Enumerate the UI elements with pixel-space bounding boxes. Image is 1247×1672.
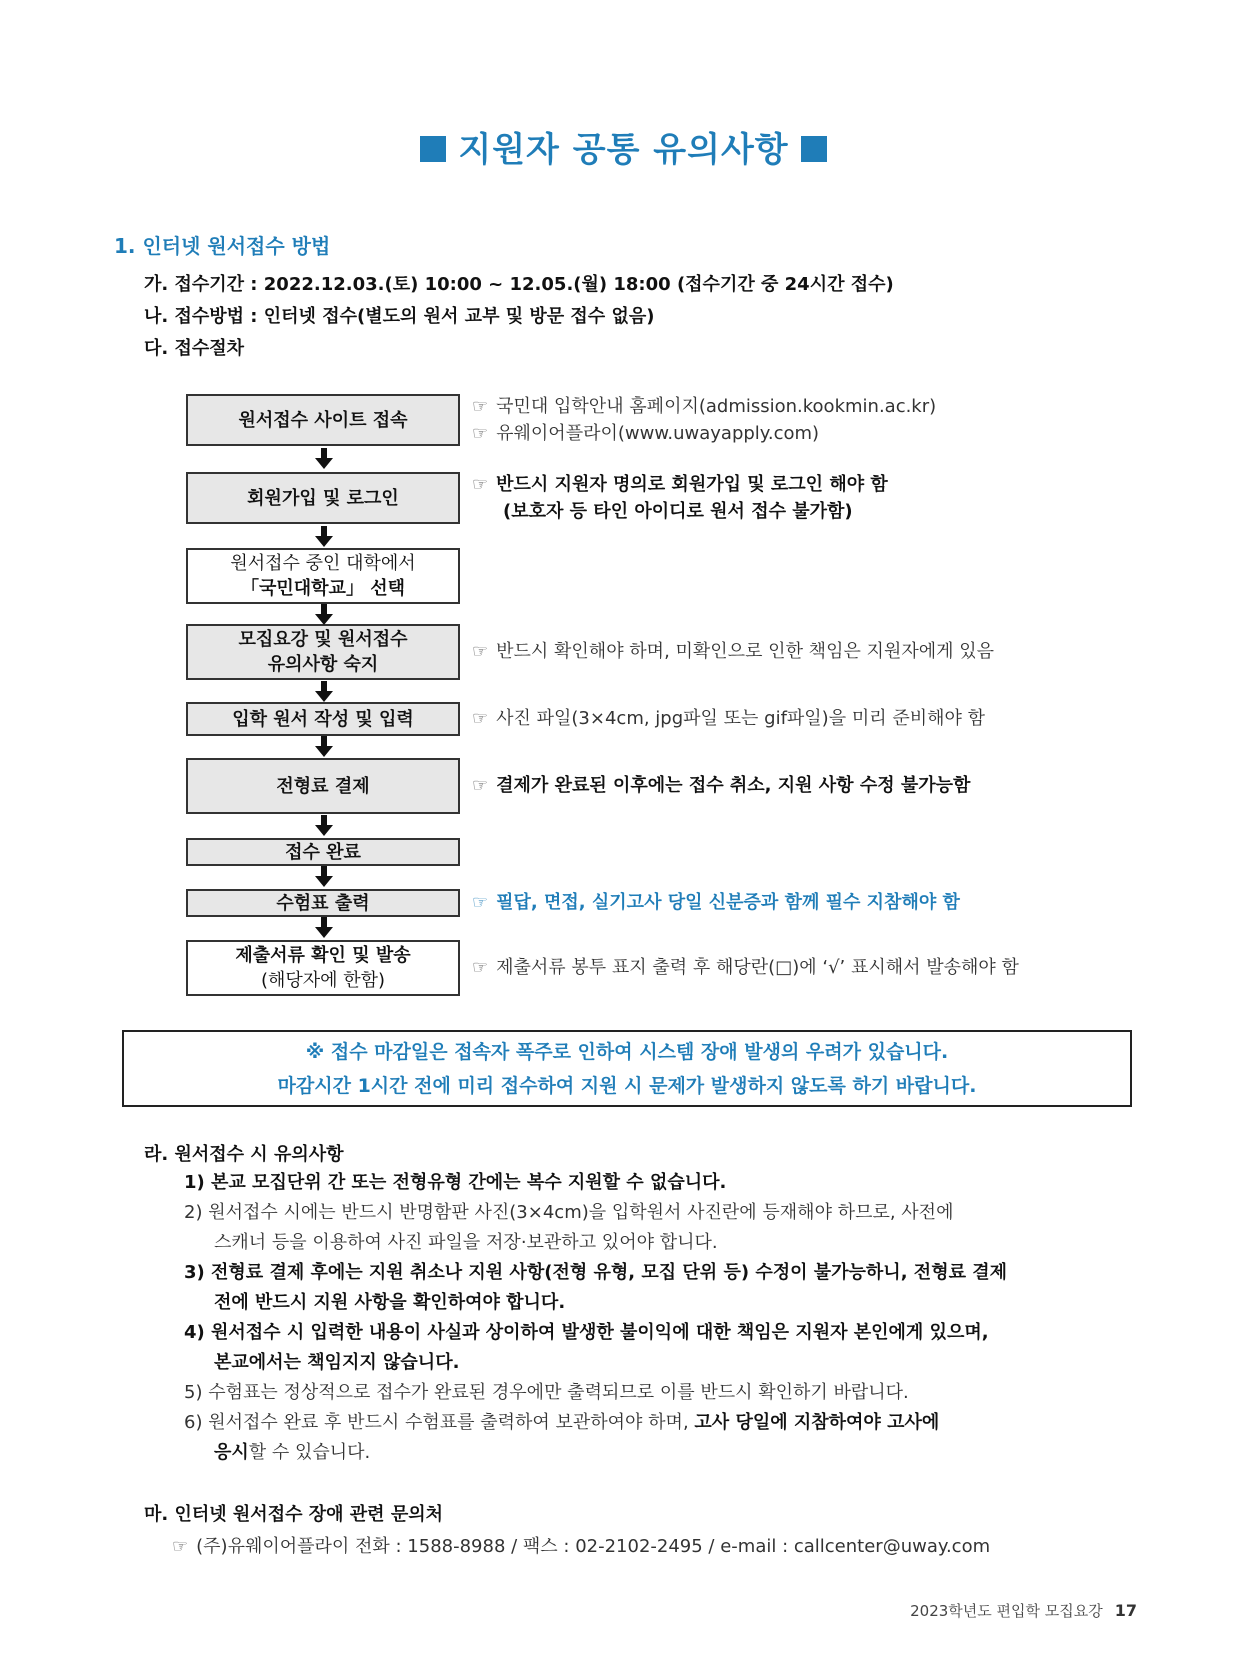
note-photo-file: ☞ 사진 파일(3×4cm, jpg파일 또는 gif파일)을 미리 준비해야 함 xyxy=(472,708,985,729)
note-read-guidelines: ☞ 반드시 확인해야 하며, 미확인으로 인한 책임은 지원자에게 있음 xyxy=(472,641,994,662)
note-print-ticket: ☞ 필답, 면접, 실기고사 당일 신분증과 함께 필수 지참해야 함 xyxy=(472,892,960,913)
pointing-hand-icon: ☞ xyxy=(472,957,489,978)
list-item: 1) 본교 모집단위 간 또는 전형유형 간에는 복수 지원할 수 없습니다. xyxy=(184,1172,727,1193)
flow-step-print-ticket: 수험표 출력 xyxy=(186,889,460,917)
pointing-hand-icon: ☞ xyxy=(472,423,489,444)
pointing-hand-icon: ☞ xyxy=(472,892,489,913)
note-submit-documents: ☞ 제출서류 봉투 표지 출력 후 해당란(□)에 ‘√’ 표시해서 발송해야 함 xyxy=(472,957,1019,978)
flow-step-fill-application: 입학 원서 작성 및 입력 xyxy=(186,702,460,736)
list-item: 4) 원서접수 시 입력한 내용이 사실과 상이하여 발생한 불이익에 대한 책임은 지원자 본인에게 있으며, xyxy=(184,1322,989,1343)
list-item: 2) 원서접수 시에는 반드시 반명함판 사진(3×4cm)을 입학원서 사진란에 등재해야 하므로, 사전에 xyxy=(184,1202,954,1223)
application-period: 가. 접수기간 : 2022.12.03.(토) 10:00 ~ 12.05.(월) 18:00 (접수기간 중 24시간 접수) xyxy=(144,274,894,295)
page-title: 지원자 공통 유의사항 xyxy=(0,122,1247,171)
pointing-hand-icon: ☞ xyxy=(172,1536,189,1557)
flow-step-complete: 접수 완료 xyxy=(186,838,460,866)
down-arrow-icon xyxy=(312,448,336,470)
list-item: 3) 전형료 결제 후에는 지원 취소나 지원 사항(전형 유형, 모집 단위 등) 수정이 불가능하니, 전형료 결제 xyxy=(184,1262,1008,1283)
page-footer: 2023학년도 편입학 모집요강 17 xyxy=(910,1601,1137,1620)
note-payment: ☞ 결제가 완료된 이후에는 접수 취소, 지원 사항 수정 불가능함 xyxy=(472,775,971,796)
down-arrow-icon xyxy=(312,526,336,548)
down-arrow-icon xyxy=(312,604,336,626)
flow-step-payment: 전형료 결제 xyxy=(186,758,460,814)
application-procedure-label: 다. 접수절차 xyxy=(144,338,245,359)
flow-step-select-university: 원서접수 중인 대학에서 「국민대학교」 선택 xyxy=(186,548,460,604)
square-bullet-icon xyxy=(801,136,827,162)
note-site-access: ☞ 국민대 입학안내 홈페이지(admission.kookmin.ac.kr) ☞ 유웨이어플라이(www.uwayapply.com) xyxy=(472,396,937,444)
list-item: 5) 수험표는 정상적으로 접수가 완료된 경우에만 출력되므로 이를 반드시 확인하기 바랍니다. xyxy=(184,1382,909,1403)
pointing-hand-icon: ☞ xyxy=(472,641,489,662)
pointing-hand-icon: ☞ xyxy=(472,396,489,417)
page-number: 17 xyxy=(1114,1601,1137,1620)
list-item: 6) 원서접수 완료 후 반드시 수험표를 출력하여 보관하여야 하며, 고사 당일에 지참하여야 고사에 xyxy=(184,1412,940,1433)
pointing-hand-icon: ☞ xyxy=(472,775,489,796)
flow-step-site-access: 원서접수 사이트 접속 xyxy=(186,394,460,446)
square-bullet-icon xyxy=(420,136,446,162)
list-item-continued: 본교에서는 책임지지 않습니다. xyxy=(214,1352,460,1373)
note-signup-login: ☞ 반드시 지원자 명의로 회원가입 및 로그인 해야 함 (보호자 등 타인 아이디로 원서 접수 불가함) xyxy=(472,474,888,522)
down-arrow-icon xyxy=(312,917,336,939)
flow-step-submit-documents: 제출서류 확인 및 발송 (해당자에 한함) xyxy=(186,940,460,996)
flow-step-signup-login: 회원가입 및 로그인 xyxy=(186,472,460,524)
flow-step-read-guidelines: 모집요강 및 원서접수 유의사항 숙지 xyxy=(186,624,460,680)
down-arrow-icon xyxy=(312,736,336,758)
down-arrow-icon xyxy=(312,815,336,837)
section-heading: 1. 인터넷 원서접수 방법 xyxy=(114,234,331,258)
deadline-warning-box: ※ 접수 마감일은 접속자 폭주로 인하여 시스템 장애 발생의 우려가 있습니다. 마감시간 1시간 전에 미리 접수하여 지원 시 문제가 발생하지 않도록 하기 바랍니다. xyxy=(122,1030,1132,1107)
list-item-continued: 스캐너 등을 이용하여 사진 파일을 저장·보관하고 있어야 합니다. xyxy=(214,1232,718,1253)
application-method: 나. 접수방법 : 인터넷 접수(별도의 원서 교부 및 방문 접수 없음) xyxy=(144,306,655,327)
down-arrow-icon xyxy=(312,681,336,703)
list-item-continued: 전에 반드시 지원 사항을 확인하여야 합니다. xyxy=(214,1292,566,1313)
down-arrow-icon xyxy=(312,866,336,888)
cautions-heading: 라. 원서접수 시 유의사항 xyxy=(144,1144,344,1165)
pointing-hand-icon: ☞ xyxy=(472,708,489,729)
cautions-list xyxy=(184,1168,1144,1468)
list-item-continued: 응시할 수 있습니다. xyxy=(214,1442,371,1463)
pointing-hand-icon: ☞ xyxy=(472,474,489,495)
contact-heading: 마. 인터넷 원서접수 장애 관련 문의처 xyxy=(144,1504,443,1525)
contact-info: ☞ (주)유웨이어플라이 전화 : 1588-8988 / 팩스 : 02-2102-2495 / e-mail : callcenter@uway.com xyxy=(172,1536,991,1557)
